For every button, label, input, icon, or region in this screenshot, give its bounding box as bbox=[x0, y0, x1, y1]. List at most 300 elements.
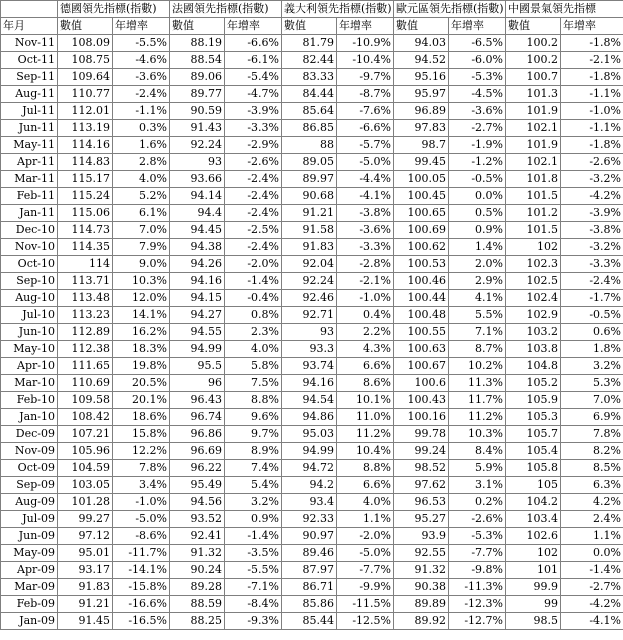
eurozone-value-cell: 99.78 bbox=[394, 426, 449, 443]
germany-yoy-cell: 7.0% bbox=[113, 222, 170, 239]
france-yoy-cell: -2.4% bbox=[225, 188, 282, 205]
yoy-header: 年增率 bbox=[449, 18, 506, 35]
italy-yoy-cell: -9.7% bbox=[337, 69, 394, 86]
france-yoy-cell: -8.4% bbox=[225, 596, 282, 613]
france-value-cell: 96.69 bbox=[170, 443, 225, 460]
china-value-cell: 102.4 bbox=[506, 290, 561, 307]
month-cell: Apr-09 bbox=[1, 562, 58, 579]
germany-value-cell: 115.06 bbox=[58, 205, 113, 222]
table-row bbox=[1, 477, 623, 494]
china-yoy-cell: 8.5% bbox=[561, 460, 623, 477]
eurozone-value-cell: 100.53 bbox=[394, 256, 449, 273]
italy-value-cell: 91.83 bbox=[282, 239, 337, 256]
eurozone-yoy-cell: 8.7% bbox=[449, 341, 506, 358]
france-value-cell: 94.56 bbox=[170, 494, 225, 511]
eurozone-yoy-cell: -2.6% bbox=[449, 511, 506, 528]
china-value-cell: 105.7 bbox=[506, 426, 561, 443]
france-value-cell: 89.06 bbox=[170, 69, 225, 86]
china-yoy-cell: -3.8% bbox=[561, 222, 623, 239]
month-cell: Jul-10 bbox=[1, 307, 58, 324]
eurozone-yoy-cell: 0.0% bbox=[449, 188, 506, 205]
china-value-cell: 102.1 bbox=[506, 154, 561, 171]
germany-yoy-cell: 16.2% bbox=[113, 324, 170, 341]
eurozone-value-cell: 100.43 bbox=[394, 392, 449, 409]
france-value-cell: 94.14 bbox=[170, 188, 225, 205]
eurozone-value-cell: 90.38 bbox=[394, 579, 449, 596]
china-value-cell: 101.5 bbox=[506, 222, 561, 239]
month-cell: Feb-10 bbox=[1, 392, 58, 409]
germany-yoy-cell: 1.6% bbox=[113, 137, 170, 154]
france-yoy-cell: 9.7% bbox=[225, 426, 282, 443]
eurozone-yoy-cell: -5.3% bbox=[449, 528, 506, 545]
italy-value-cell: 90.68 bbox=[282, 188, 337, 205]
china-value-cell: 99 bbox=[506, 596, 561, 613]
italy-yoy-cell: -5.0% bbox=[337, 545, 394, 562]
italy-value-cell: 93.3 bbox=[282, 341, 337, 358]
italy-value-cell: 85.86 bbox=[282, 596, 337, 613]
china-value-cell: 105.8 bbox=[506, 460, 561, 477]
eurozone-yoy-cell: 2.9% bbox=[449, 273, 506, 290]
italy-value-cell: 92.24 bbox=[282, 273, 337, 290]
china-value-cell: 100.2 bbox=[506, 52, 561, 69]
eurozone-value-cell: 96.53 bbox=[394, 494, 449, 511]
eurozone-yoy-cell: -11.3% bbox=[449, 579, 506, 596]
italy-value-cell: 92.71 bbox=[282, 307, 337, 324]
china-yoy-cell: -0.5% bbox=[561, 307, 623, 324]
germany-yoy-cell: 2.8% bbox=[113, 154, 170, 171]
eurozone-yoy-cell: 10.3% bbox=[449, 426, 506, 443]
italy-yoy-cell: -3.3% bbox=[337, 239, 394, 256]
china-value-cell: 105.4 bbox=[506, 443, 561, 460]
group-header-eurozone: 歐元區領先指標(指數) bbox=[394, 1, 506, 18]
month-cell: Jun-09 bbox=[1, 528, 58, 545]
eurozone-value-cell: 100.67 bbox=[394, 358, 449, 375]
eurozone-yoy-cell: 7.1% bbox=[449, 324, 506, 341]
eurozone-yoy-cell: 11.7% bbox=[449, 392, 506, 409]
germany-yoy-cell: -16.6% bbox=[113, 596, 170, 613]
france-value-cell: 94.45 bbox=[170, 222, 225, 239]
germany-value-cell: 112.38 bbox=[58, 341, 113, 358]
eurozone-yoy-cell: 0.9% bbox=[449, 222, 506, 239]
china-yoy-cell: 7.0% bbox=[561, 392, 623, 409]
eurozone-value-cell: 95.27 bbox=[394, 511, 449, 528]
france-value-cell: 96.22 bbox=[170, 460, 225, 477]
eurozone-yoy-cell: -12.7% bbox=[449, 613, 506, 630]
month-cell: Feb-11 bbox=[1, 188, 58, 205]
italy-yoy-cell: 8.6% bbox=[337, 375, 394, 392]
italy-yoy-cell: -2.1% bbox=[337, 273, 394, 290]
table-row bbox=[1, 52, 623, 69]
germany-yoy-cell: 18.3% bbox=[113, 341, 170, 358]
table-row bbox=[1, 545, 623, 562]
china-yoy-cell: 5.3% bbox=[561, 375, 623, 392]
eurozone-yoy-cell: -1.9% bbox=[449, 137, 506, 154]
value-header: 數值 bbox=[506, 18, 561, 35]
germany-yoy-cell: 4.0% bbox=[113, 171, 170, 188]
italy-value-cell: 89.97 bbox=[282, 171, 337, 188]
germany-yoy-cell: -5.0% bbox=[113, 511, 170, 528]
eurozone-yoy-cell: -9.8% bbox=[449, 562, 506, 579]
france-value-cell: 92.24 bbox=[170, 137, 225, 154]
eurozone-yoy-cell: 5.5% bbox=[449, 307, 506, 324]
table-row bbox=[1, 154, 623, 171]
eurozone-value-cell: 89.89 bbox=[394, 596, 449, 613]
eurozone-value-cell: 100.55 bbox=[394, 324, 449, 341]
month-cell: Jan-10 bbox=[1, 409, 58, 426]
italy-yoy-cell: 0.4% bbox=[337, 307, 394, 324]
italy-value-cell: 85.44 bbox=[282, 613, 337, 630]
group-header-row bbox=[1, 1, 623, 18]
france-yoy-cell: -0.4% bbox=[225, 290, 282, 307]
month-cell: Aug-09 bbox=[1, 494, 58, 511]
italy-value-cell: 92.33 bbox=[282, 511, 337, 528]
germany-value-cell: 113.71 bbox=[58, 273, 113, 290]
france-yoy-cell: -9.3% bbox=[225, 613, 282, 630]
eurozone-value-cell: 92.55 bbox=[394, 545, 449, 562]
table-row bbox=[1, 460, 623, 477]
italy-yoy-cell: 1.1% bbox=[337, 511, 394, 528]
eurozone-yoy-cell: 0.2% bbox=[449, 494, 506, 511]
france-value-cell: 95.5 bbox=[170, 358, 225, 375]
china-value-cell: 104.2 bbox=[506, 494, 561, 511]
germany-yoy-cell: -1.1% bbox=[113, 103, 170, 120]
eurozone-yoy-cell: 5.9% bbox=[449, 460, 506, 477]
germany-value-cell: 109.64 bbox=[58, 69, 113, 86]
eurozone-value-cell: 91.32 bbox=[394, 562, 449, 579]
china-yoy-cell: -1.1% bbox=[561, 120, 623, 137]
eurozone-value-cell: 95.97 bbox=[394, 86, 449, 103]
germany-yoy-cell: 9.0% bbox=[113, 256, 170, 273]
italy-value-cell: 95.03 bbox=[282, 426, 337, 443]
germany-yoy-cell: 15.8% bbox=[113, 426, 170, 443]
france-value-cell: 94.15 bbox=[170, 290, 225, 307]
eurozone-yoy-cell: 0.5% bbox=[449, 205, 506, 222]
eurozone-value-cell: 100.69 bbox=[394, 222, 449, 239]
china-yoy-cell: 6.3% bbox=[561, 477, 623, 494]
italy-value-cell: 90.97 bbox=[282, 528, 337, 545]
germany-yoy-cell: 3.4% bbox=[113, 477, 170, 494]
china-value-cell: 102.3 bbox=[506, 256, 561, 273]
germany-yoy-cell: 19.8% bbox=[113, 358, 170, 375]
france-yoy-cell: 2.3% bbox=[225, 324, 282, 341]
china-yoy-cell: -2.7% bbox=[561, 579, 623, 596]
china-yoy-cell: -4.2% bbox=[561, 188, 623, 205]
france-yoy-cell: -2.6% bbox=[225, 154, 282, 171]
table-row bbox=[1, 205, 623, 222]
china-yoy-cell: -1.8% bbox=[561, 69, 623, 86]
germany-yoy-cell: 6.1% bbox=[113, 205, 170, 222]
china-yoy-cell: -3.2% bbox=[561, 171, 623, 188]
france-yoy-cell: 9.6% bbox=[225, 409, 282, 426]
corner-cell bbox=[1, 1, 58, 18]
eurozone-value-cell: 99.24 bbox=[394, 443, 449, 460]
germany-value-cell: 110.77 bbox=[58, 86, 113, 103]
france-yoy-cell: -5.5% bbox=[225, 562, 282, 579]
germany-value-cell: 113.48 bbox=[58, 290, 113, 307]
eurozone-value-cell: 94.03 bbox=[394, 35, 449, 52]
france-yoy-cell: 7.5% bbox=[225, 375, 282, 392]
eurozone-value-cell: 100.45 bbox=[394, 188, 449, 205]
france-value-cell: 88.54 bbox=[170, 52, 225, 69]
germany-yoy-cell: 12.0% bbox=[113, 290, 170, 307]
group-header-china: 中國景氣領先指標 bbox=[506, 1, 623, 18]
china-value-cell: 102.6 bbox=[506, 528, 561, 545]
italy-yoy-cell: -2.8% bbox=[337, 256, 394, 273]
month-cell: Dec-09 bbox=[1, 426, 58, 443]
china-value-cell: 105 bbox=[506, 477, 561, 494]
china-value-cell: 102 bbox=[506, 545, 561, 562]
eurozone-value-cell: 100.48 bbox=[394, 307, 449, 324]
france-yoy-cell: -1.4% bbox=[225, 528, 282, 545]
month-cell: Apr-10 bbox=[1, 358, 58, 375]
germany-value-cell: 108.75 bbox=[58, 52, 113, 69]
france-value-cell: 89.77 bbox=[170, 86, 225, 103]
value-header: 數值 bbox=[282, 18, 337, 35]
france-value-cell: 88.19 bbox=[170, 35, 225, 52]
italy-yoy-cell: -5.7% bbox=[337, 137, 394, 154]
italy-yoy-cell: 11.2% bbox=[337, 426, 394, 443]
month-cell: Nov-09 bbox=[1, 443, 58, 460]
france-yoy-cell: -2.4% bbox=[225, 239, 282, 256]
italy-yoy-cell: -7.7% bbox=[337, 562, 394, 579]
table-row bbox=[1, 35, 623, 52]
table-row bbox=[1, 358, 623, 375]
china-yoy-cell: -1.8% bbox=[561, 35, 623, 52]
italy-value-cell: 84.44 bbox=[282, 86, 337, 103]
table-row bbox=[1, 120, 623, 137]
china-yoy-cell: 0.6% bbox=[561, 324, 623, 341]
yoy-header: 年增率 bbox=[225, 18, 282, 35]
france-value-cell: 94.38 bbox=[170, 239, 225, 256]
italy-yoy-cell: -4.4% bbox=[337, 171, 394, 188]
china-yoy-cell: 2.4% bbox=[561, 511, 623, 528]
china-value-cell: 102.1 bbox=[506, 120, 561, 137]
france-yoy-cell: -3.3% bbox=[225, 120, 282, 137]
eurozone-yoy-cell: 11.3% bbox=[449, 375, 506, 392]
germany-yoy-cell: -15.8% bbox=[113, 579, 170, 596]
eurozone-value-cell: 99.45 bbox=[394, 154, 449, 171]
germany-value-cell: 101.28 bbox=[58, 494, 113, 511]
month-cell: Nov-11 bbox=[1, 35, 58, 52]
china-value-cell: 104.8 bbox=[506, 358, 561, 375]
china-yoy-cell: 1.8% bbox=[561, 341, 623, 358]
eurozone-value-cell: 93.9 bbox=[394, 528, 449, 545]
table-row bbox=[1, 426, 623, 443]
italy-yoy-cell: -9.9% bbox=[337, 579, 394, 596]
china-value-cell: 105.3 bbox=[506, 409, 561, 426]
germany-value-cell: 113.23 bbox=[58, 307, 113, 324]
germany-yoy-cell: 7.9% bbox=[113, 239, 170, 256]
table-row bbox=[1, 613, 623, 630]
eurozone-value-cell: 98.7 bbox=[394, 137, 449, 154]
france-value-cell: 94.99 bbox=[170, 341, 225, 358]
eurozone-value-cell: 89.92 bbox=[394, 613, 449, 630]
table-row bbox=[1, 324, 623, 341]
france-value-cell: 96.43 bbox=[170, 392, 225, 409]
month-cell: Jun-11 bbox=[1, 120, 58, 137]
month-cell: Jan-09 bbox=[1, 613, 58, 630]
germany-value-cell: 109.58 bbox=[58, 392, 113, 409]
month-cell: Jun-10 bbox=[1, 324, 58, 341]
germany-yoy-cell: -11.7% bbox=[113, 545, 170, 562]
germany-value-cell: 108.42 bbox=[58, 409, 113, 426]
germany-value-cell: 115.17 bbox=[58, 171, 113, 188]
month-cell: Mar-09 bbox=[1, 579, 58, 596]
table-row bbox=[1, 290, 623, 307]
table-row bbox=[1, 137, 623, 154]
france-yoy-cell: -2.9% bbox=[225, 137, 282, 154]
month-cell: Oct-11 bbox=[1, 52, 58, 69]
month-cell: Oct-10 bbox=[1, 256, 58, 273]
china-yoy-cell: -3.9% bbox=[561, 205, 623, 222]
france-value-cell: 90.59 bbox=[170, 103, 225, 120]
china-yoy-cell: -2.6% bbox=[561, 154, 623, 171]
france-yoy-cell: -3.9% bbox=[225, 103, 282, 120]
germany-value-cell: 99.27 bbox=[58, 511, 113, 528]
month-cell: May-10 bbox=[1, 341, 58, 358]
germany-yoy-cell: -14.1% bbox=[113, 562, 170, 579]
germany-yoy-cell: 5.2% bbox=[113, 188, 170, 205]
italy-yoy-cell: -3.8% bbox=[337, 205, 394, 222]
germany-value-cell: 103.05 bbox=[58, 477, 113, 494]
germany-yoy-cell: -2.4% bbox=[113, 86, 170, 103]
eurozone-yoy-cell: -6.5% bbox=[449, 35, 506, 52]
china-yoy-cell: 8.2% bbox=[561, 443, 623, 460]
italy-yoy-cell: 11.0% bbox=[337, 409, 394, 426]
eurozone-value-cell: 100.63 bbox=[394, 341, 449, 358]
yoy-header: 年增率 bbox=[113, 18, 170, 35]
month-cell: Jul-09 bbox=[1, 511, 58, 528]
france-value-cell: 92.41 bbox=[170, 528, 225, 545]
china-value-cell: 105.9 bbox=[506, 392, 561, 409]
france-value-cell: 93.52 bbox=[170, 511, 225, 528]
china-yoy-cell: -4.1% bbox=[561, 613, 623, 630]
china-yoy-cell: -1.8% bbox=[561, 137, 623, 154]
italy-value-cell: 86.85 bbox=[282, 120, 337, 137]
table-row bbox=[1, 409, 623, 426]
france-value-cell: 90.24 bbox=[170, 562, 225, 579]
italy-yoy-cell: -4.1% bbox=[337, 188, 394, 205]
italy-yoy-cell: 10.1% bbox=[337, 392, 394, 409]
eurozone-value-cell: 94.52 bbox=[394, 52, 449, 69]
france-value-cell: 93.66 bbox=[170, 171, 225, 188]
china-value-cell: 101.9 bbox=[506, 137, 561, 154]
eurozone-yoy-cell: -6.0% bbox=[449, 52, 506, 69]
italy-yoy-cell: 4.0% bbox=[337, 494, 394, 511]
italy-value-cell: 92.46 bbox=[282, 290, 337, 307]
china-yoy-cell: -3.3% bbox=[561, 256, 623, 273]
china-yoy-cell: -4.2% bbox=[561, 596, 623, 613]
italy-yoy-cell: 6.6% bbox=[337, 358, 394, 375]
france-yoy-cell: -4.7% bbox=[225, 86, 282, 103]
month-cell: Aug-11 bbox=[1, 86, 58, 103]
italy-yoy-cell: -12.5% bbox=[337, 613, 394, 630]
france-value-cell: 93 bbox=[170, 154, 225, 171]
germany-value-cell: 114.16 bbox=[58, 137, 113, 154]
china-yoy-cell: -1.7% bbox=[561, 290, 623, 307]
germany-value-cell: 91.21 bbox=[58, 596, 113, 613]
eurozone-yoy-cell: -5.3% bbox=[449, 69, 506, 86]
italy-yoy-cell: -1.0% bbox=[337, 290, 394, 307]
table-row bbox=[1, 239, 623, 256]
china-value-cell: 101.9 bbox=[506, 103, 561, 120]
value-header: 數值 bbox=[58, 18, 113, 35]
italy-value-cell: 82.44 bbox=[282, 52, 337, 69]
italy-yoy-cell: -8.7% bbox=[337, 86, 394, 103]
germany-value-cell: 114.73 bbox=[58, 222, 113, 239]
germany-value-cell: 110.69 bbox=[58, 375, 113, 392]
germany-value-cell: 112.89 bbox=[58, 324, 113, 341]
eurozone-yoy-cell: 3.1% bbox=[449, 477, 506, 494]
china-yoy-cell: -1.0% bbox=[561, 103, 623, 120]
month-cell: Mar-10 bbox=[1, 375, 58, 392]
table-row bbox=[1, 341, 623, 358]
year-month-header: 年月 bbox=[1, 18, 58, 35]
germany-yoy-cell: 7.8% bbox=[113, 460, 170, 477]
china-value-cell: 103.8 bbox=[506, 341, 561, 358]
italy-yoy-cell: -2.0% bbox=[337, 528, 394, 545]
italy-value-cell: 87.97 bbox=[282, 562, 337, 579]
month-cell: Mar-11 bbox=[1, 171, 58, 188]
germany-yoy-cell: 20.5% bbox=[113, 375, 170, 392]
eurozone-value-cell: 100.44 bbox=[394, 290, 449, 307]
france-value-cell: 94.16 bbox=[170, 273, 225, 290]
germany-value-cell: 108.09 bbox=[58, 35, 113, 52]
china-yoy-cell: -1.4% bbox=[561, 562, 623, 579]
table-row bbox=[1, 171, 623, 188]
italy-value-cell: 91.21 bbox=[282, 205, 337, 222]
italy-value-cell: 89.05 bbox=[282, 154, 337, 171]
italy-yoy-cell: -11.5% bbox=[337, 596, 394, 613]
value-header: 數值 bbox=[170, 18, 225, 35]
month-cell: Dec-10 bbox=[1, 222, 58, 239]
france-value-cell: 94.55 bbox=[170, 324, 225, 341]
germany-value-cell: 114 bbox=[58, 256, 113, 273]
germany-value-cell: 114.35 bbox=[58, 239, 113, 256]
france-yoy-cell: -1.4% bbox=[225, 273, 282, 290]
eurozone-value-cell: 100.65 bbox=[394, 205, 449, 222]
china-value-cell: 100.2 bbox=[506, 35, 561, 52]
germany-yoy-cell: 10.3% bbox=[113, 273, 170, 290]
table-row bbox=[1, 596, 623, 613]
table-row bbox=[1, 494, 623, 511]
month-cell: Apr-11 bbox=[1, 154, 58, 171]
italy-value-cell: 94.2 bbox=[282, 477, 337, 494]
france-value-cell: 96 bbox=[170, 375, 225, 392]
france-value-cell: 94.4 bbox=[170, 205, 225, 222]
eurozone-yoy-cell: 4.1% bbox=[449, 290, 506, 307]
france-yoy-cell: -2.0% bbox=[225, 256, 282, 273]
france-yoy-cell: 8.9% bbox=[225, 443, 282, 460]
eurozone-value-cell: 97.83 bbox=[394, 120, 449, 137]
group-header-italy: 義大利領先指標(指數) bbox=[282, 1, 394, 18]
china-value-cell: 102.5 bbox=[506, 273, 561, 290]
table-row bbox=[1, 103, 623, 120]
china-yoy-cell: 4.2% bbox=[561, 494, 623, 511]
eurozone-yoy-cell: 1.4% bbox=[449, 239, 506, 256]
eurozone-yoy-cell: -1.2% bbox=[449, 154, 506, 171]
china-yoy-cell: 6.9% bbox=[561, 409, 623, 426]
china-yoy-cell: 3.2% bbox=[561, 358, 623, 375]
italy-value-cell: 88 bbox=[282, 137, 337, 154]
germany-yoy-cell: 12.2% bbox=[113, 443, 170, 460]
table-row bbox=[1, 579, 623, 596]
eurozone-value-cell: 95.16 bbox=[394, 69, 449, 86]
france-value-cell: 91.43 bbox=[170, 120, 225, 137]
month-cell: Feb-09 bbox=[1, 596, 58, 613]
italy-yoy-cell: -6.6% bbox=[337, 120, 394, 137]
china-yoy-cell: -3.2% bbox=[561, 239, 623, 256]
